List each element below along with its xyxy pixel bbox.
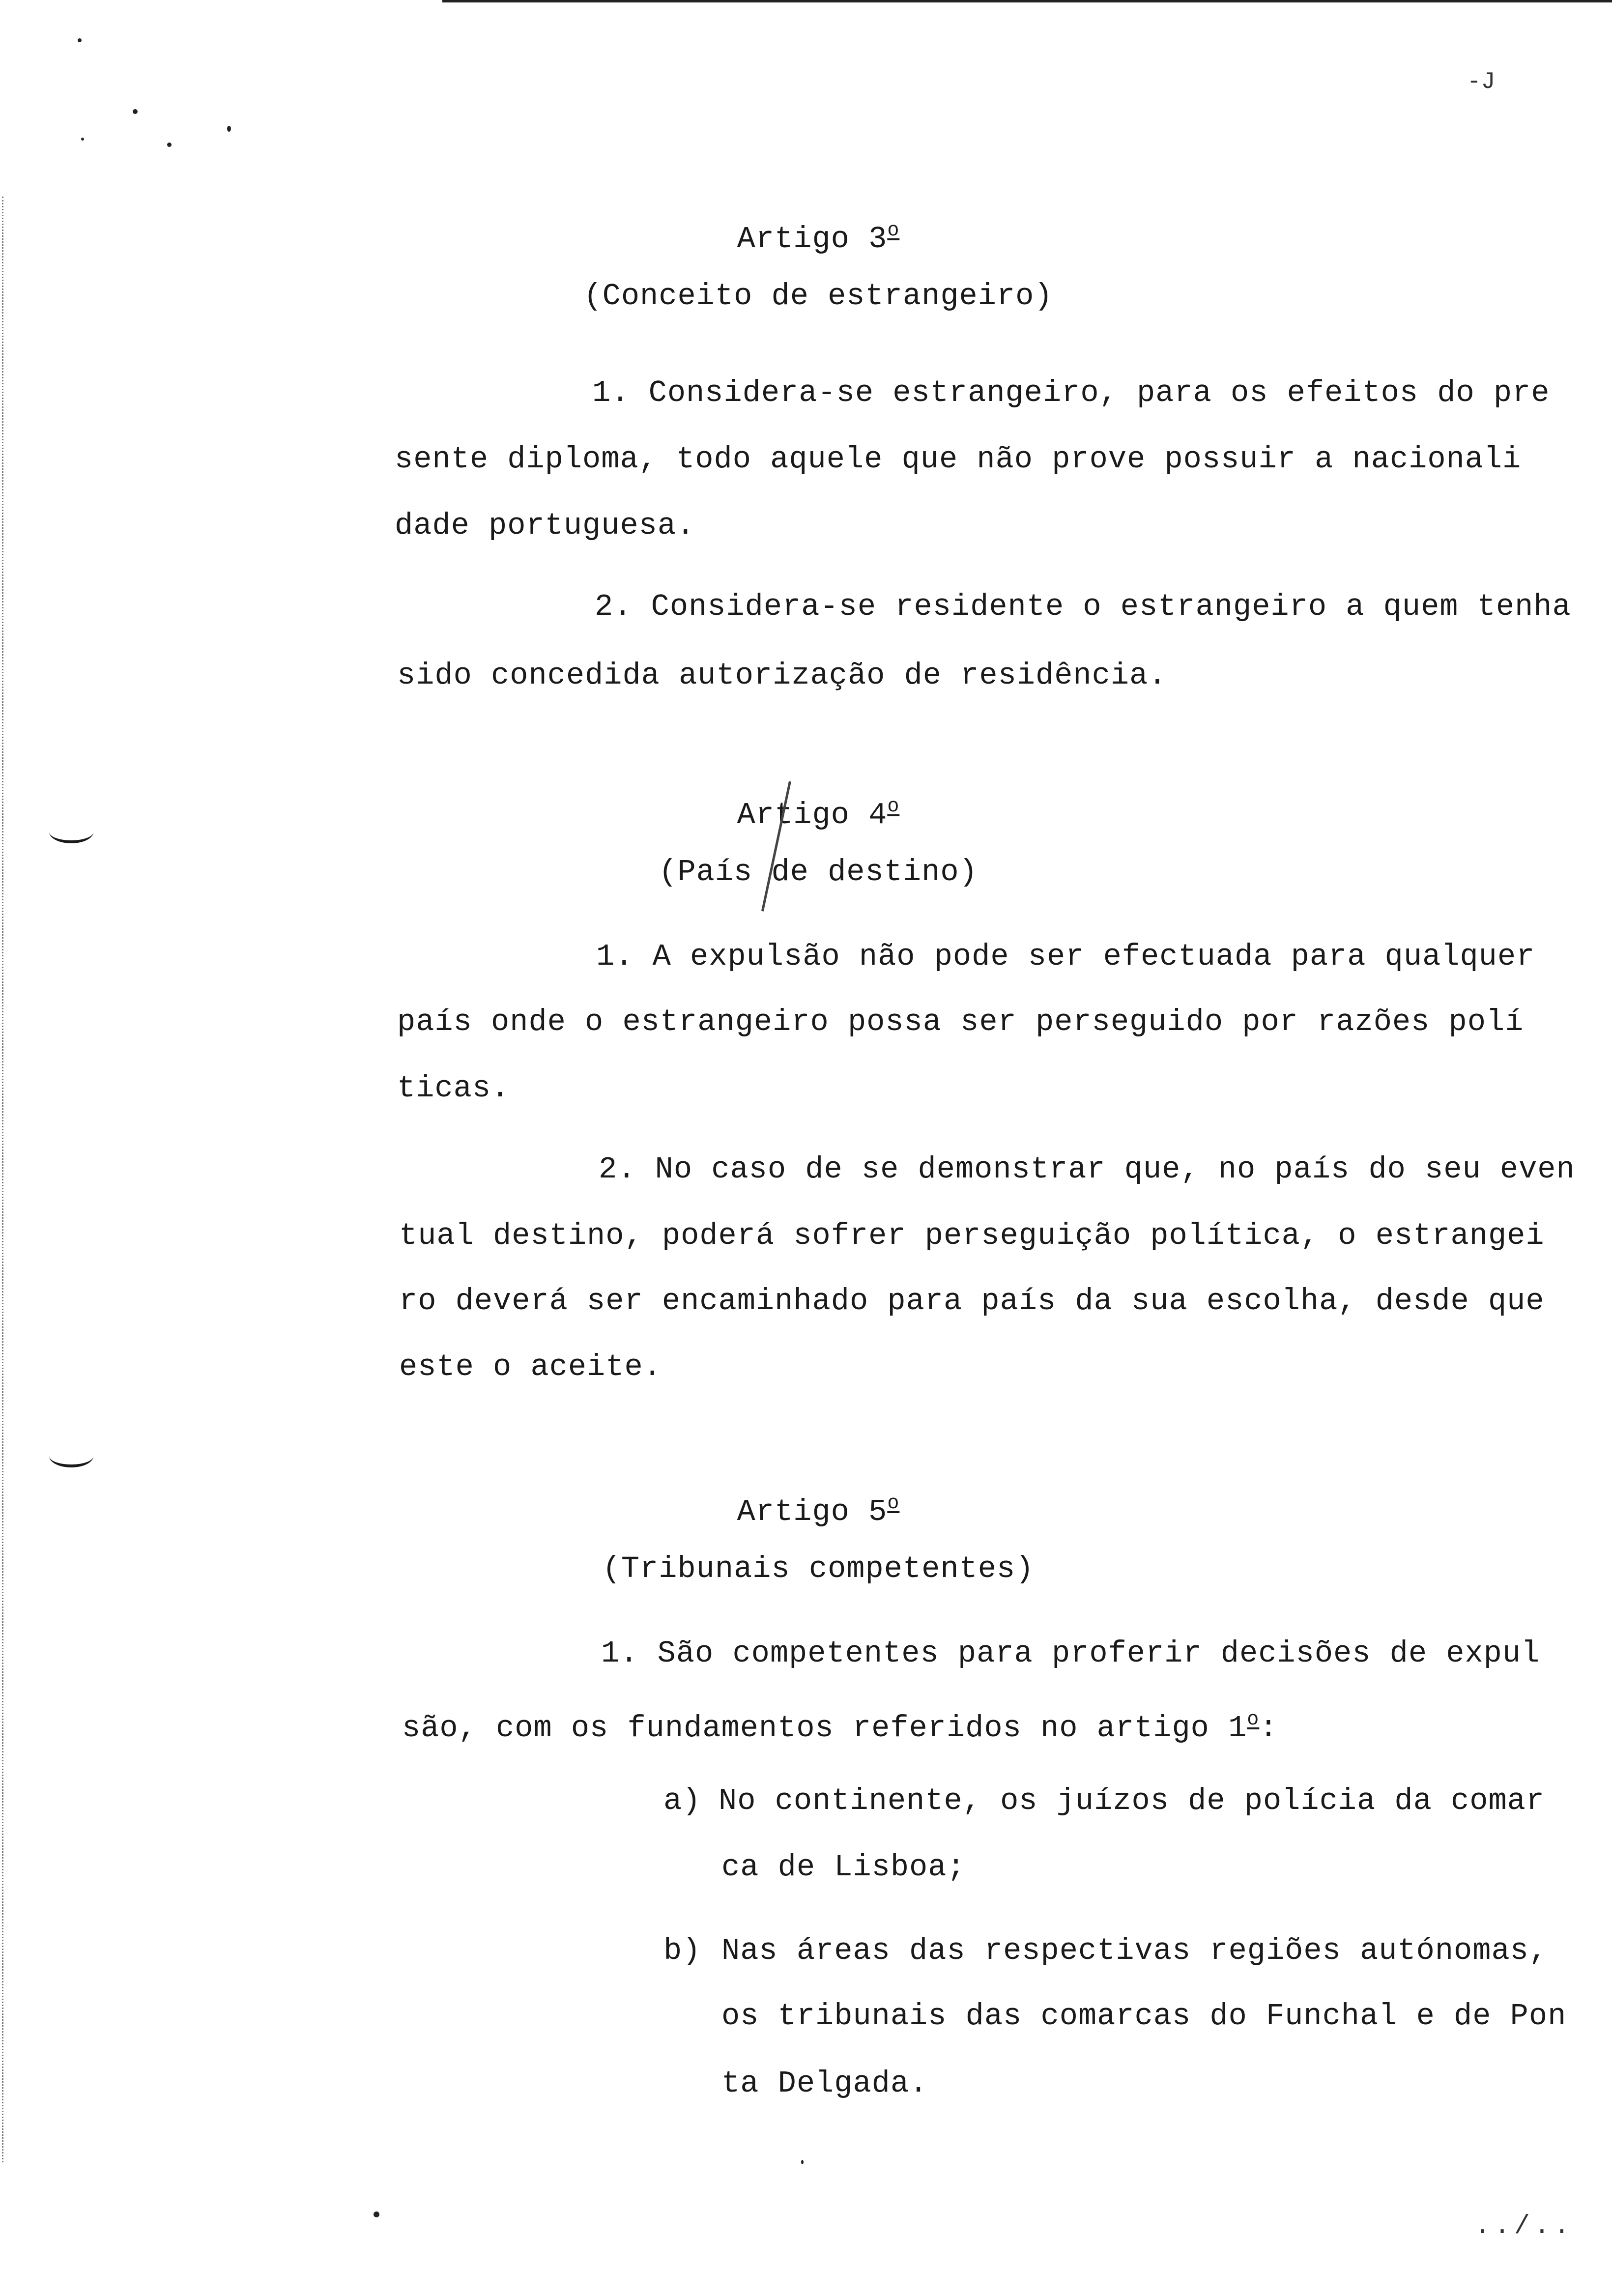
paragraph-line: ro deverá ser encaminhado para país da sua escolha, desde que <box>399 1284 1545 1319</box>
paragraph-line: 2. Considera-se residente o estrangeiro a quem tenha <box>595 589 1571 624</box>
paragraph-line: sente diploma, todo aquele que não prove possuir a nacionali <box>395 442 1522 477</box>
paragraph-line: 1. São competentes para proferir decisões de expul <box>601 1636 1540 1671</box>
list-item-line: os tribunais das comarcas do Funchal e de Pon <box>721 1999 1567 2034</box>
paragraph-line: 2. No caso de se demonstrar que, no país do seu even <box>599 1152 1575 1187</box>
list-item-line: ta Delgada. <box>721 2066 928 2101</box>
paragraph-line: 1. Considera-se estrangeiro, para os efeitos do pre <box>592 375 1550 410</box>
article-3-heading: Artigo 3$^o$ <box>737 220 900 257</box>
paragraph-line: dade portuguesa. <box>395 508 695 543</box>
list-item-line: ca de Lisboa; <box>721 1850 966 1885</box>
scan-left-edge <box>2 197 3 2162</box>
scan-speck <box>227 126 231 132</box>
article-5-heading: Artigo 5$^o$ <box>737 1492 900 1529</box>
paragraph-line: ticas. <box>397 1071 510 1106</box>
paragraph-line: país onde o estrangeiro possa ser perseguido por razões polí <box>397 1004 1524 1039</box>
scan-speck <box>374 2211 379 2217</box>
paragraph-line: 1. A expulsão não pode ser efectuada para qualquer <box>596 939 1535 974</box>
article-4-heading: Artigo 4$^o$ <box>737 796 900 832</box>
article-5-subtitle: (Tribunais competentes) <box>602 1551 1035 1586</box>
list-item-line: No continente, os juízos de polícia da comar <box>719 1783 1545 1818</box>
scan-speck <box>167 143 172 147</box>
list-item-label: b) <box>663 1933 701 1968</box>
corner-handwritten-mark: -J <box>1467 69 1496 95</box>
paragraph-line: são, com os fundamentos referidos no artigo 1$^o$: <box>402 1709 1278 1746</box>
binder-hole-mark <box>49 1445 93 1467</box>
scan-speck <box>133 109 138 114</box>
scan-top-border <box>442 0 1612 2</box>
scan-speck <box>801 2160 804 2164</box>
paragraph-line: tual destino, poderá sofrer perseguição política, o estrangei <box>399 1218 1545 1253</box>
list-item-label: a) <box>663 1783 701 1818</box>
continuation-mark: ../.. <box>1474 2211 1574 2241</box>
list-item-line: Nas áreas das respectivas regiões autónomas, <box>721 1933 1548 1968</box>
paragraph-line: este o aceite. <box>399 1349 662 1384</box>
scan-speck <box>78 38 82 42</box>
scan-speck <box>81 138 84 141</box>
article-4-subtitle: (País de destino) <box>659 855 978 890</box>
article-3-subtitle: (Conceito de estrangeiro) <box>583 279 1053 314</box>
paragraph-line: sido concedida autorização de residência. <box>397 658 1167 693</box>
